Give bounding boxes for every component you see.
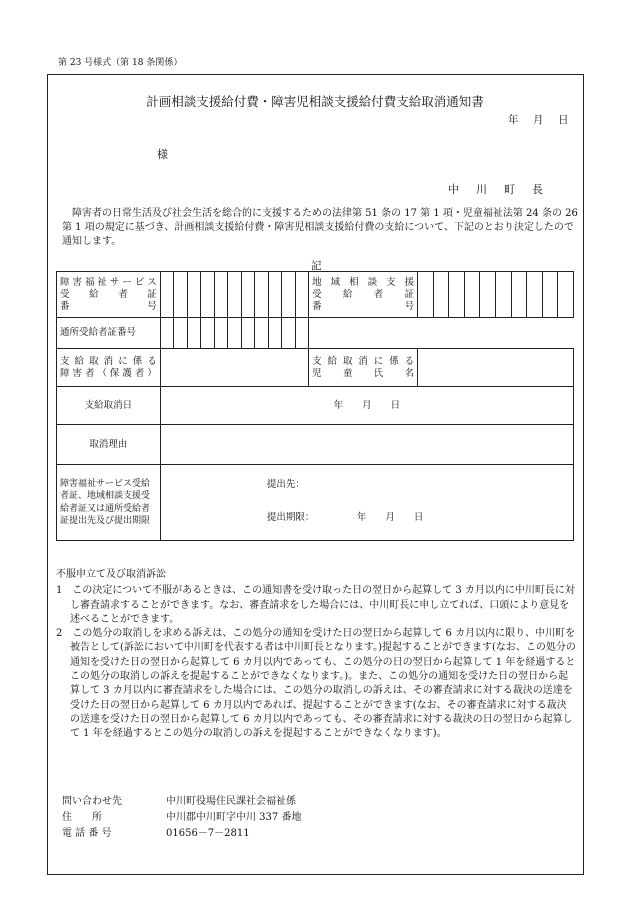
table-row [57,318,574,349]
document-title: 計画相談支援給付費・障害児相談支援給付費支給取消通知書 [146,94,484,109]
address-label: 住 所 [62,812,102,823]
submit-deadline-value: 年 月 日 [356,512,424,523]
community-digit[interactable] [542,272,558,318]
commute-digit[interactable] [255,318,268,349]
reason-field[interactable] [160,425,573,465]
cert-digit[interactable] [268,272,281,318]
phone-value: 01656－7－2811 [166,828,250,839]
form-number: 第 23 号様式（第 18 条関係） [58,58,183,68]
cert-digit[interactable] [228,272,241,318]
address-value: 中川郡中川町字中川 337 番地 [166,812,302,823]
commute-digit[interactable] [174,318,187,349]
appeal-item-2: 2 この処分の取消しを求める訴えは、この処分の通知を受けた日の翌日から起算して 6 カ月以内に限り、中川町を被告として(訴訟において中川町を代表する者は中川町長となります。)提起することができます(なお、この処分の通知を受けた日の翌日から起算して 6 カ月以内であっても、この処分の日の翌日から起算して 1 年を経過するとこの処分の取消しの訴えを提起することができなくなります。)。また、この処分の通知を受けた日の翌日から起算して 3 カ月以内に審査請求をした場合には、この処分の取消しの訴えは、その審査請求に対する裁決の送達を受けた日の翌日から起算して 6 カ月以内であれば、提起することができます(なお、その審査請求に対する裁決の送達を受けた日の翌日から起算して 6 カ月以内であっても、その審査請求に対する裁決の日の翌日から起算して 1 年を経過するとこの処分の取消しの訴えを提起することができなくなります)。 [56,628,576,740]
child-name-field[interactable] [418,349,574,387]
table-row [57,387,574,425]
community-digit[interactable] [511,272,527,318]
cert-digit[interactable] [241,272,254,318]
cert-digit[interactable] [214,272,227,318]
contact-phone [62,824,250,839]
contact-inquiry [62,792,296,807]
community-digit[interactable] [480,272,496,318]
appeal-heading: 不服申立て及び取消訴訟 [56,569,166,580]
community-number-label: 地域相談支援 受 給 者 証 番 号 [309,272,418,318]
cert-digit[interactable] [160,272,173,318]
cancel-date-label: 支給取消日 [57,387,161,425]
cert-number-label: 障害福祉サービス 受 給 者 証 番 号 [57,272,161,318]
community-digit[interactable] [418,272,434,318]
table-row [57,465,574,541]
issue-date: 年 月 日 [508,114,571,126]
community-digit[interactable] [558,272,574,318]
community-digit[interactable] [464,272,480,318]
blank-cell [309,318,574,349]
issuer-name: 中 川 町 長 [448,183,546,196]
inquiry-label: 問い合わせ先 [62,796,122,807]
commute-digit[interactable] [268,318,281,349]
commute-digit[interactable] [214,318,227,349]
table-row [57,349,574,387]
appeal-section [56,568,576,742]
addressee-suffix: 様 [157,148,168,161]
commute-digit[interactable] [201,318,214,349]
phone-label: 電 話 番 号 [62,828,112,839]
cert-digit[interactable] [174,272,187,318]
submit-to-label: 提出先： [266,479,305,490]
cancel-date-field[interactable]: 年 月 日 [160,387,573,425]
child-label: 支給取消に係る 児 童 氏 名 [309,349,418,387]
commute-number-label: 通所受給者証番号 [57,318,161,349]
details-table [56,271,574,541]
person-name-field[interactable] [160,349,308,387]
submit-label: 障害福祉サービス受給者証、地域相談支援受給者証又は通所受給者証提出先及び提出期限 [57,465,161,541]
inquiry-value: 中川町役場住民課社会福祉係 [166,796,296,807]
community-digit[interactable] [433,272,449,318]
table-row [57,425,574,465]
community-digit[interactable] [495,272,511,318]
cert-digit[interactable] [282,272,295,318]
community-digit[interactable] [449,272,465,318]
cert-digit[interactable] [187,272,200,318]
submit-deadline-label: 提出期限： [266,512,315,523]
appeal-item-1: 1 この決定について不服があるときは、この通知書を受け取った日の翌日から起算して 3 カ月以内に中川町長に対し審査請求することができます。なお、審査請求をした場合には、中川町長に申し立てれば、口頭により意見を述べることができます。 [56,585,575,625]
submit-field[interactable] [160,465,573,541]
community-digit[interactable] [527,272,543,318]
body-paragraph: 障害者の日常生活及び社会生活を総合的に支援するための法律第 51 条の 17 第 1 項・児童福祉法第 24 条の 26 第 1 項の規定に基づき、計画相談支援給付費・障害児相談支援給付費の支給について、下記のとおり決定したので通知します。 [62,208,578,247]
cert-digit[interactable] [255,272,268,318]
commute-digit[interactable] [228,318,241,349]
table-row [57,272,574,318]
person-label: 支給取消に係る 障害者（保護者） [57,349,161,387]
reason-label: 取消理由 [57,425,161,465]
commute-digit[interactable] [187,318,200,349]
commute-digit[interactable] [241,318,254,349]
commute-digit[interactable] [282,318,295,349]
ki-heading: 記 [311,260,322,272]
cert-digit[interactable] [295,272,308,318]
commute-digit[interactable] [160,318,173,349]
commute-digit[interactable] [295,318,308,349]
contact-address [62,808,301,823]
cert-digit[interactable] [201,272,214,318]
